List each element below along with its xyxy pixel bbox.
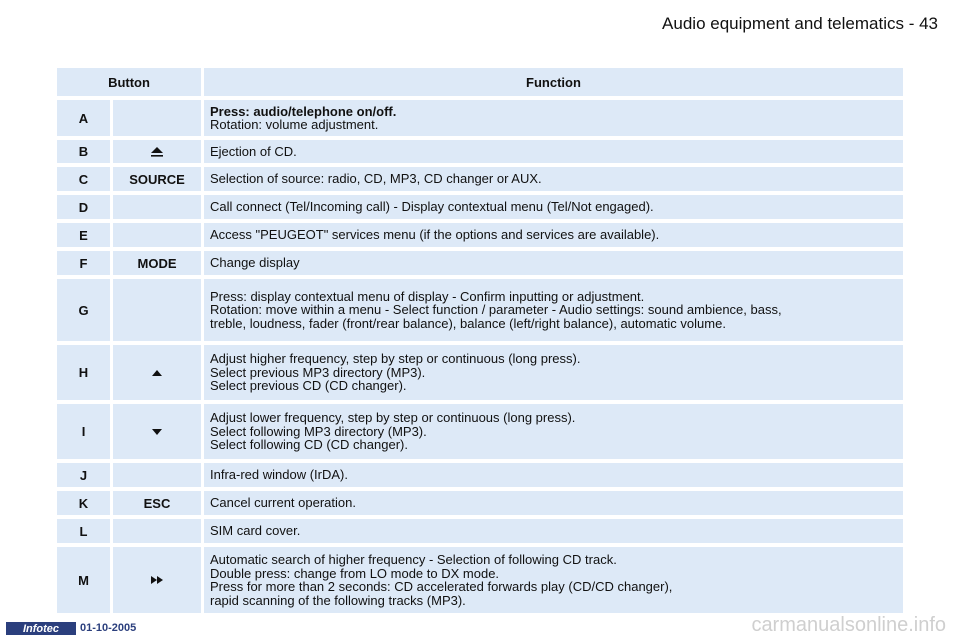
function-line: Automatic search of higher frequency - Selection of following CD track. (210, 552, 617, 567)
button-symbol: MODE (113, 251, 201, 275)
function-description (204, 195, 903, 219)
button-letter: C (57, 167, 110, 191)
function-line: SIM card cover. (210, 523, 301, 539)
function-line: Select previous CD (CD changer). (210, 378, 407, 394)
function-description (204, 519, 903, 543)
button-letter: I (57, 404, 110, 459)
function-line: Infra-red window (IrDA). (210, 467, 348, 483)
button-letter: E (57, 223, 110, 247)
function-description (204, 345, 903, 400)
function-line: Adjust higher frequency, step by step or continuous (long press). (210, 351, 581, 367)
function-line: Select following MP3 directory (MP3). (210, 423, 427, 439)
table-row (57, 167, 903, 191)
button-symbol: SOURCE (113, 167, 201, 191)
function-line: Rotation: move within a menu - Select function / parameter - Audio settings: sound ambience, bass, (210, 302, 782, 318)
button-symbol (113, 223, 201, 247)
function-description (204, 463, 903, 487)
button-symbol (113, 279, 201, 341)
table-row (57, 404, 903, 459)
column-header-button: Button (57, 68, 201, 96)
footer-date: 01-10-2005 (80, 622, 137, 634)
function-line: Select previous MP3 directory (MP3). (210, 364, 426, 380)
function-description (204, 223, 903, 247)
function-line: Press for more than 2 seconds: CD accelerated forwards play (CD/CD changer), (210, 579, 673, 594)
function-description (204, 251, 903, 275)
button-letter: H (57, 345, 110, 400)
function-description (204, 167, 903, 191)
watermark: carmanualsonline.info (751, 614, 946, 636)
function-line: rapid scanning of the following tracks (MP3). (210, 592, 466, 608)
function-description (204, 140, 903, 163)
function-line: Cancel current operation. (210, 495, 356, 511)
button-letter: L (57, 519, 110, 543)
function-description (204, 279, 903, 341)
triangle-up-icon (113, 345, 201, 400)
column-header-function: Function (204, 68, 903, 96)
table-row (57, 463, 903, 487)
table-row (57, 491, 903, 515)
table-row (57, 519, 903, 543)
table-row (57, 345, 903, 400)
button-letter: K (57, 491, 110, 515)
function-line: Rotation: volume adjustment. (210, 117, 379, 132)
table-row (57, 223, 903, 247)
page-title: Audio equipment and telematics - 43 (662, 14, 938, 33)
function-description (204, 547, 903, 613)
function-line: Call connect (Tel/Incoming call) - Display contextual menu (Tel/Not engaged). (210, 199, 654, 215)
function-line: Select following CD (CD changer). (210, 437, 408, 453)
function-line: Adjust lower frequency, step by step or continuous (long press). (210, 410, 576, 426)
function-line: Double press: change from LO mode to DX mode. (210, 565, 500, 581)
button-letter: G (57, 279, 110, 341)
table-header-row (57, 68, 903, 96)
button-symbol (113, 100, 201, 136)
eject-icon (113, 140, 201, 163)
function-line: Selection of source: radio, CD, MP3, CD changer or AUX. (210, 171, 542, 187)
table-row (57, 547, 903, 613)
function-line: Change display (210, 255, 300, 271)
button-symbol (113, 519, 201, 543)
function-description (204, 491, 903, 515)
button-letter: J (57, 463, 110, 487)
triangle-down-icon (113, 404, 201, 459)
infotec-logo: Infotec (6, 622, 76, 635)
button-symbol (113, 195, 201, 219)
button-letter: A (57, 100, 110, 136)
function-line: Press: display contextual menu of display - Confirm inputting or adjustment. (210, 288, 645, 304)
function-line: Access "PEUGEOT" services menu (if the options and services are available). (210, 227, 660, 243)
button-function-table (57, 68, 903, 617)
button-letter: F (57, 251, 110, 275)
button-symbol (113, 463, 201, 487)
table-row (57, 140, 903, 163)
function-line: treble, loudness, fader (front/rear balance), balance (left/right balance), automatic volume. (210, 315, 726, 331)
function-description (204, 100, 903, 136)
function-description (204, 404, 903, 459)
button-letter: M (57, 547, 110, 613)
table-row (57, 100, 903, 136)
function-line: Press: audio/telephone on/off. (210, 103, 397, 119)
table-row (57, 195, 903, 219)
button-letter: D (57, 195, 110, 219)
function-line: Ejection of CD. (210, 143, 297, 159)
button-letter: B (57, 140, 110, 163)
table-row (57, 251, 903, 275)
table-row (57, 279, 903, 341)
fast-forward-icon (113, 547, 201, 613)
button-symbol: ESC (113, 491, 201, 515)
